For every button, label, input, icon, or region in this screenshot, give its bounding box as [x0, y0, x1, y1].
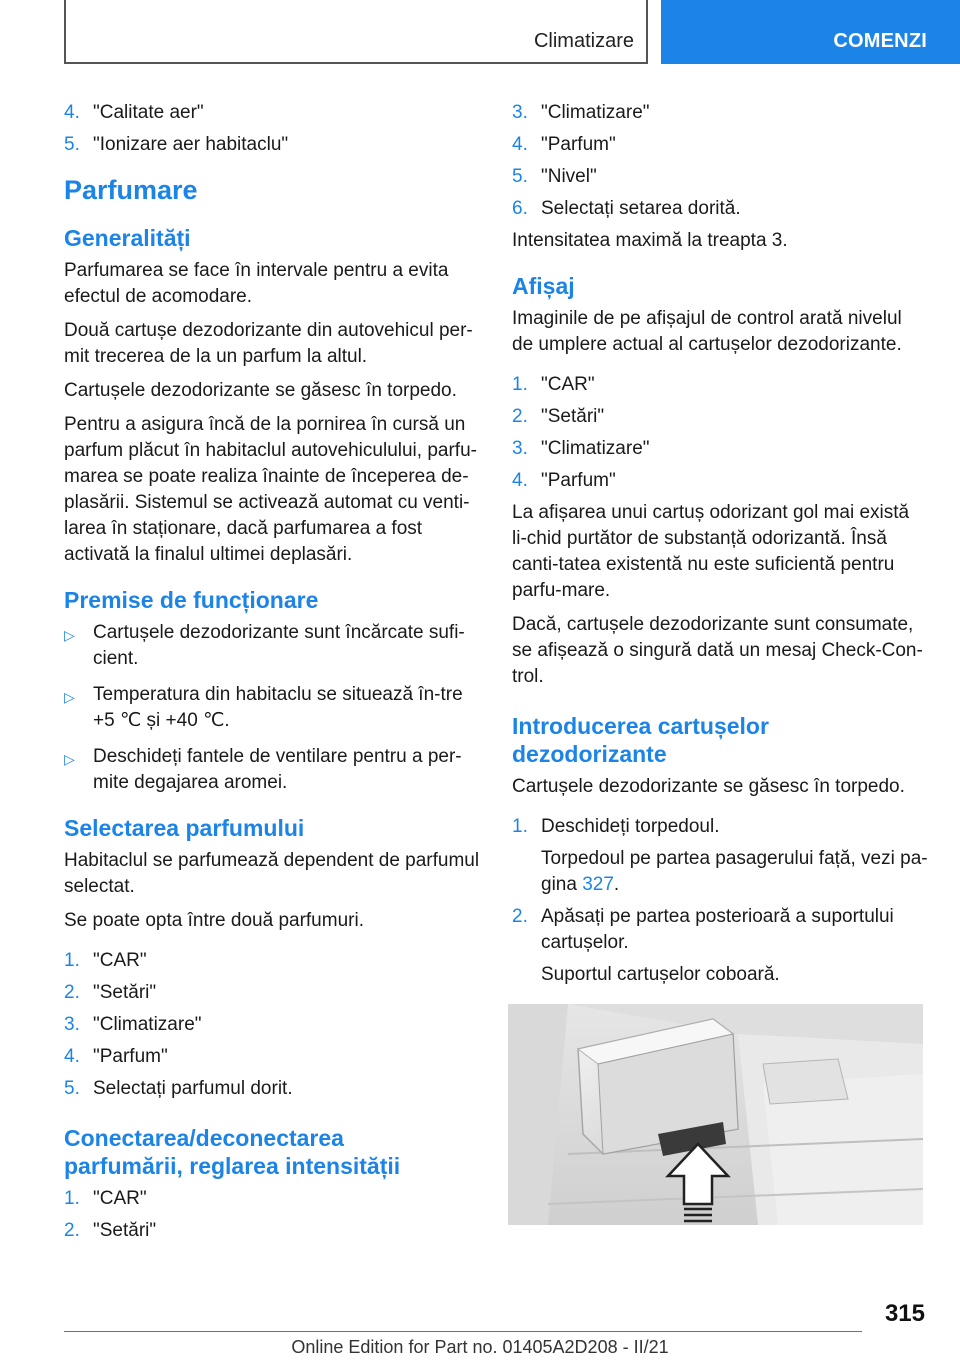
step-item: [64, 1218, 482, 1244]
left-column: [64, 100, 482, 1250]
paragraph: Se poate opta între două parfumuri.: [64, 910, 364, 931]
step-number: 1.: [64, 1188, 80, 1209]
triangle-bullet-icon: ▷: [64, 627, 75, 643]
conectare-heading-line: parfumării, reglarea intensității: [64, 1153, 401, 1179]
list-number: 4.: [64, 102, 80, 123]
step-number: 1.: [64, 950, 80, 971]
step-item: [512, 372, 928, 398]
section-title: Parfumare: [64, 175, 198, 205]
paragraph: La afișarea unui cartuș odorizant gol mai există li‐chid purtător de substanță odorizantă. Însă canti‐tatea existentă nu este suficientă pentru parfu‐mare.: [512, 502, 910, 601]
afisaj-heading: Afișaj: [512, 273, 575, 299]
bullet-text: Deschideți fantele de ventilare pentru a per‐mite degajarea aromei.: [93, 746, 462, 793]
page-number: 315: [884, 1300, 925, 1327]
bullet-item: [64, 620, 482, 672]
step-note-suffix: .: [613, 874, 620, 895]
footer-edition: Online Edition for Part no. 01405A2D208 - II/21: [291, 1337, 669, 1357]
step-item: [64, 1044, 482, 1070]
step-item: [64, 980, 482, 1006]
step-text: "Climatizare": [93, 1014, 202, 1035]
header-chapter-title: COMENZI: [833, 30, 927, 52]
step-text: Deschideți torpedoul.: [541, 816, 720, 837]
step-number: 5.: [512, 166, 528, 187]
bullet-text: Cartușele dezodorizante sunt încărcate sufi‐cient.: [93, 622, 465, 669]
step-item: [512, 404, 928, 430]
introducere-heading-line: Introducerea cartușelor: [512, 713, 769, 739]
step-text: "Climatizare": [541, 438, 650, 459]
footer-divider: [64, 1331, 862, 1332]
step-number: 3.: [64, 1014, 80, 1035]
step-text: Selectați parfumul dorit.: [93, 1078, 293, 1099]
header-section-tab: [64, 0, 648, 64]
list-number: 5.: [64, 134, 80, 155]
step-text: "CAR": [93, 1188, 147, 1209]
step-number: 1.: [512, 816, 528, 837]
header-section-title: Climatizare: [533, 30, 634, 52]
bullet-item: [64, 682, 482, 734]
right-column: [512, 100, 928, 994]
step-number: 3.: [512, 102, 528, 123]
step-item: [512, 100, 928, 126]
step-number: 4.: [64, 1046, 80, 1067]
step-text: "Setări": [541, 406, 605, 427]
list-item: [64, 100, 482, 126]
introducere-heading: [512, 712, 928, 768]
step-text: "Parfum": [93, 1046, 168, 1067]
paragraph: Pentru a asigura încă de la pornirea în cursă un parfum plăcut în habitaclul autovehiculului, parfu‐marea se poate realiza înainte de începerea de‐plasării. Sistemul se activează automat cu venti‐larea în staționare, dacă parfumarea a fost activată la finalul ultimei deplasări.: [64, 414, 477, 565]
bullet-item: [64, 744, 482, 796]
triangle-bullet-icon: ▷: [64, 689, 75, 705]
step-text: "CAR": [541, 374, 595, 395]
list-text: "Calitate aer": [93, 102, 204, 123]
step-item: [64, 1076, 482, 1102]
step-text: "CAR": [93, 950, 147, 971]
paragraph: Imaginile de pe afișajul de control arată nivelul de umplere actual al cartușelor dezodorizante.: [512, 308, 902, 355]
selectare-heading: Selectarea parfumului: [64, 815, 305, 841]
step-text: "Setări": [93, 1220, 157, 1241]
step-number: 4.: [512, 134, 528, 155]
step-text: "Climatizare": [541, 102, 650, 123]
step-item: [512, 814, 928, 840]
header-chapter-tab: [661, 0, 960, 64]
step-item: [512, 196, 928, 222]
step-text: Apăsați pe partea posterioară a suportului cartușelor.: [541, 906, 894, 953]
step-note: [541, 846, 928, 898]
bullet-text: Temperatura din habitaclu se situează în‐tre +5 ℃ și +40 ℃.: [93, 684, 463, 731]
step-item: [64, 1186, 482, 1212]
step-item: [512, 132, 928, 158]
paragraph: Cartușele dezodorizante se găsesc în torpedo.: [64, 380, 457, 401]
step-number: 2.: [64, 1220, 80, 1241]
step-number: 3.: [512, 438, 528, 459]
step-number: 2.: [64, 982, 80, 1003]
step-number: 2.: [512, 406, 528, 427]
triangle-bullet-icon: ▷: [64, 751, 75, 767]
general-heading: Generalități: [64, 225, 191, 251]
intensity-note: Intensitatea maximă la treapta 3.: [512, 230, 788, 251]
step-note-text: Torpedoul pe partea pasagerului față, vezi pa‐gina: [541, 848, 928, 895]
step-item: [512, 468, 928, 494]
introducere-heading-line: dezodorizante: [512, 741, 667, 767]
premise-heading: Premise de funcționare: [64, 587, 319, 613]
step-number: 2.: [512, 906, 528, 927]
paragraph: Habitaclul se parfumează dependent de parfumul selectat.: [64, 850, 480, 897]
cartridge-holder-illustration: [508, 1004, 923, 1225]
step-item: [512, 164, 928, 190]
step-text: "Nivel": [541, 166, 597, 187]
paragraph: Dacă, cartușele dezodorizante sunt consumate, se afișează o singură dată un mesaj Check-Con‐trol.: [512, 614, 923, 687]
step-number: 1.: [512, 374, 528, 395]
step-text: Selectați setarea dorită.: [541, 198, 741, 219]
cartridge-holder-svg: [508, 1004, 923, 1225]
step-text: "Parfum": [541, 470, 616, 491]
step-item: [512, 436, 928, 462]
conectare-heading: [64, 1124, 482, 1180]
step-item: [64, 948, 482, 974]
step-number: 4.: [512, 470, 528, 491]
conectare-heading-line: Conectarea/deconectarea: [64, 1125, 344, 1151]
list-text: "Ionizare aer habitaclu": [93, 134, 289, 155]
step-number: 5.: [64, 1078, 80, 1099]
step-item: [64, 1012, 482, 1038]
step-text: "Setări": [93, 982, 157, 1003]
step-item: [512, 904, 928, 956]
step-note: Suportul cartușelor coboară.: [541, 964, 780, 985]
step-number: 6.: [512, 198, 528, 219]
step-text: "Parfum": [541, 134, 616, 155]
paragraph: Cartușele dezodorizante se găsesc în torpedo.: [512, 776, 905, 797]
paragraph: Două cartușe dezodorizante din autovehicul per‐mit trecerea de la un parfum la altul.: [64, 320, 473, 367]
page-link[interactable]: 327: [582, 874, 614, 895]
paragraph: Parfumarea se face în intervale pentru a evita efectul de acomodare.: [64, 260, 449, 307]
list-item: [64, 132, 482, 158]
